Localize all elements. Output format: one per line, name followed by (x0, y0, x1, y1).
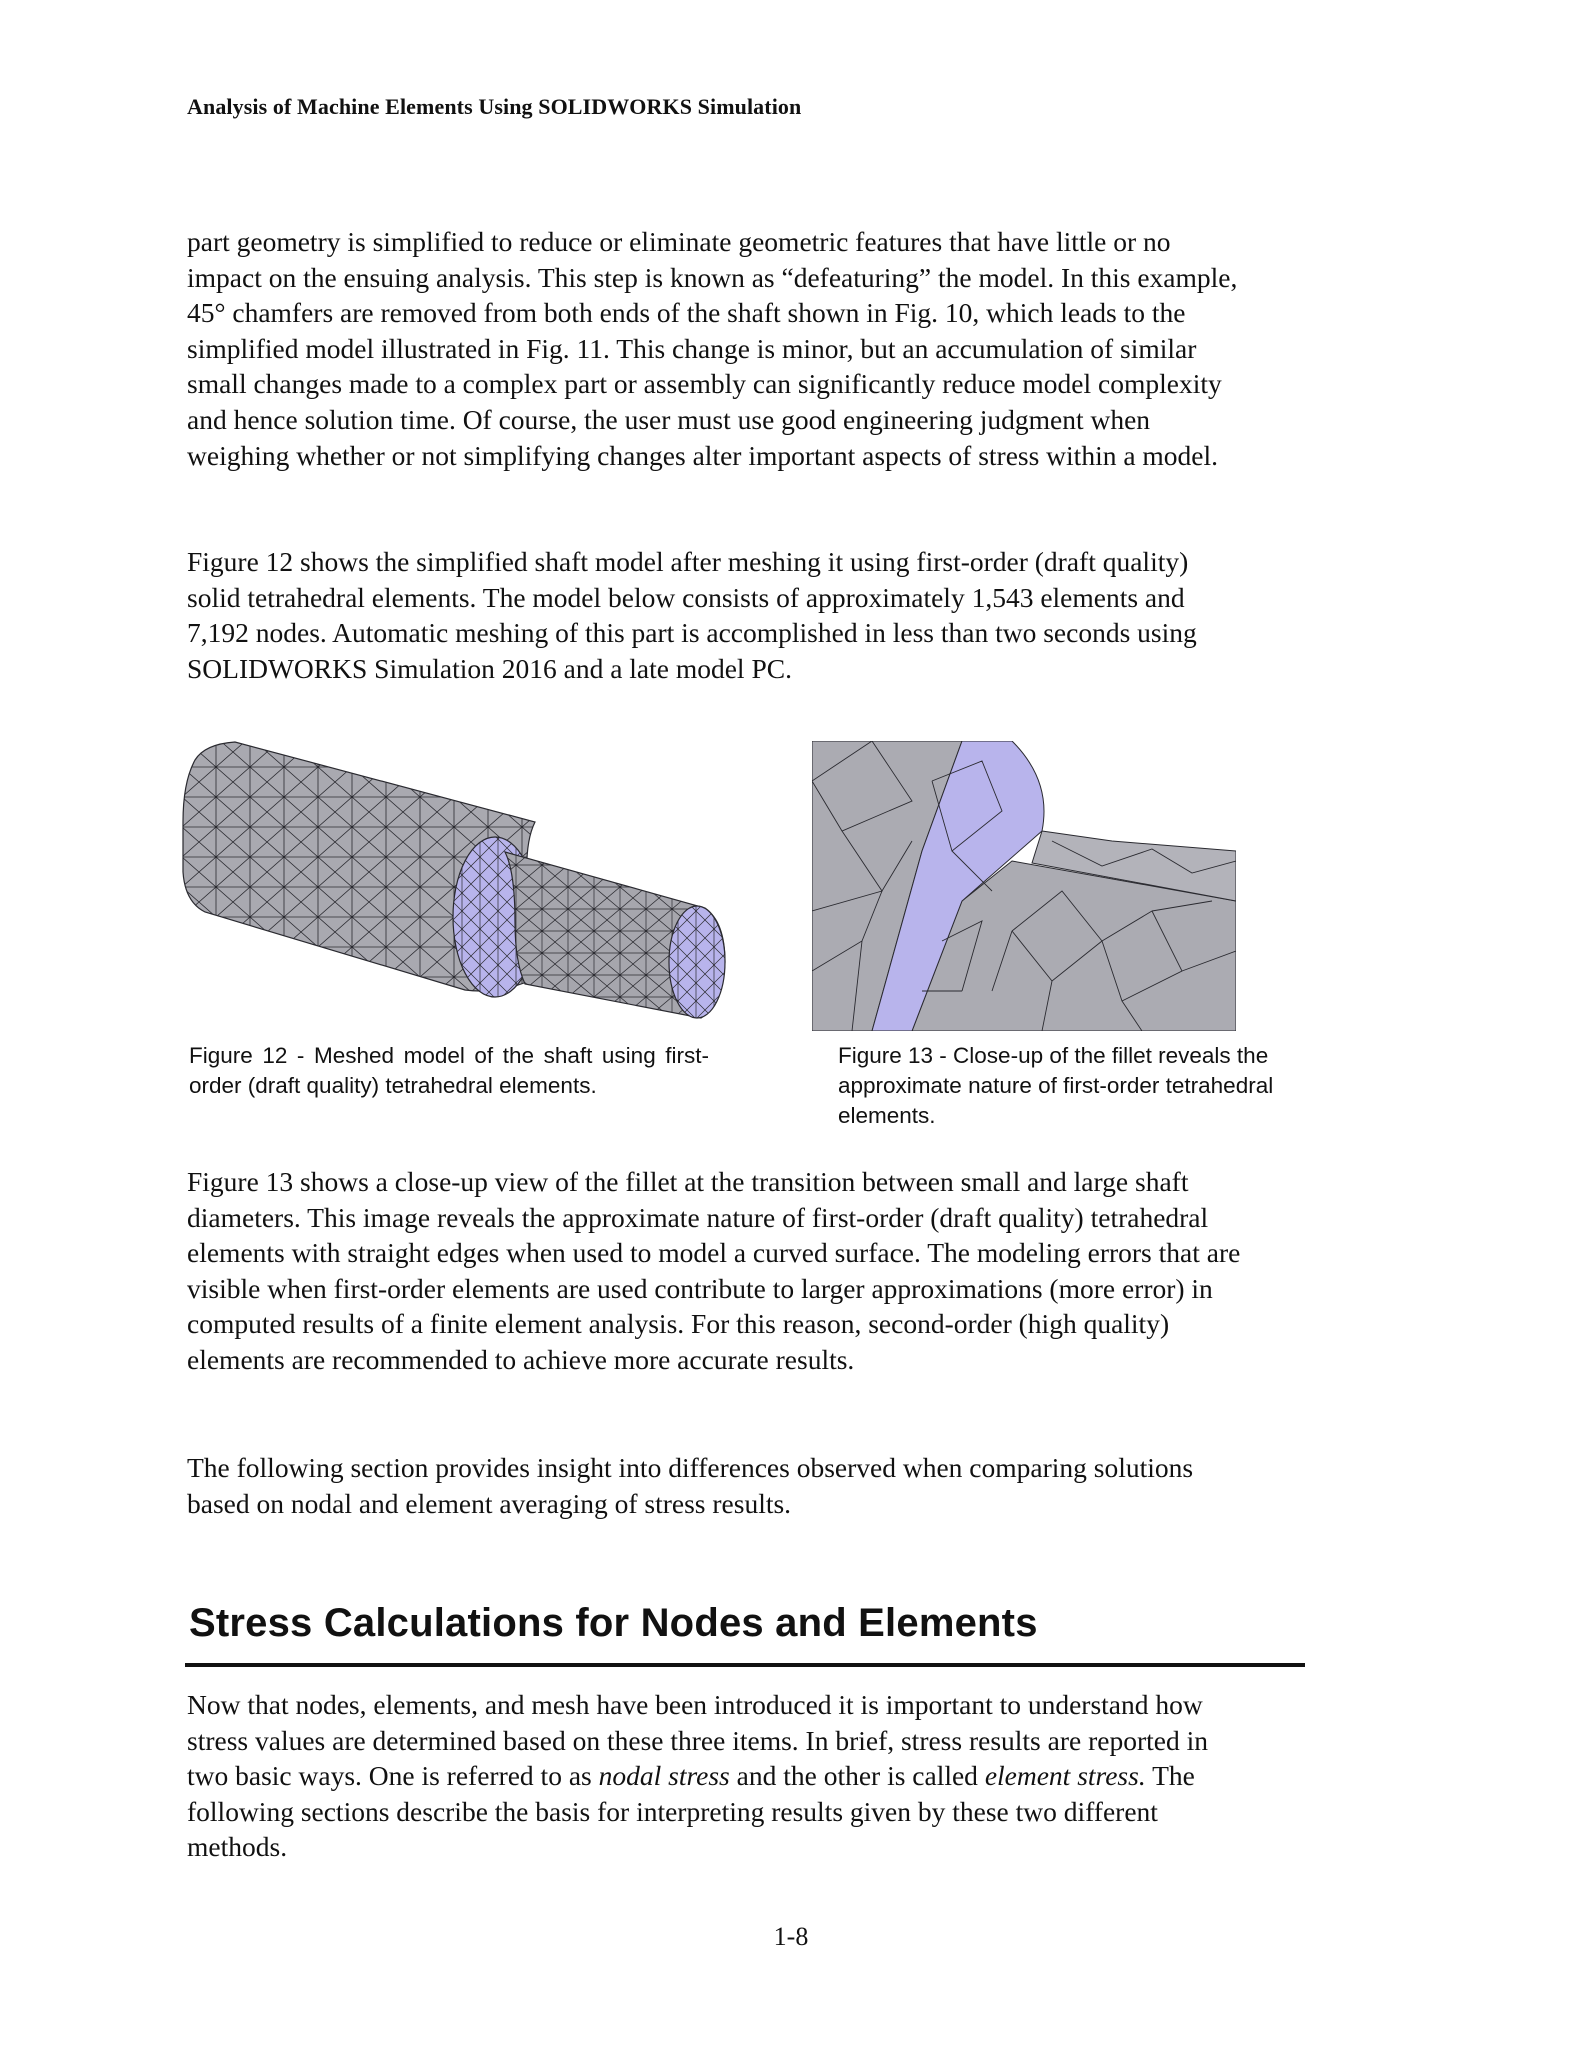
term-nodal-stress: nodal stress (598, 1760, 730, 1792)
stress-intro-text-1: Now that nodes, elements, and mesh have been introduced it is important to understand how stress values are determined based on these three items. In brief, stress results are reported in two basic ways. One is referred to as (187, 1689, 1208, 1792)
running-head: Analysis of Machine Elements Using SOLIDWORKS Simulation (187, 94, 802, 119)
figure-12-meshed-shaft (165, 722, 745, 1032)
figure-12-caption: Figure 12 - Meshed model of the shaft using first-order (draft quality) tetrahedral elements. (189, 1043, 709, 1098)
paragraph-figure-13-discussion: Figure 13 shows a close-up view of the fillet at the transition between small and large shaft diameters. This image reveals the approximate nature of first-order (draft quality) tetrahedral elements with straight edges when used to model a curved surface. The modeling errors that are visible when first-order elements are used contribute to larger approximations (more error) in computed results of a finite element analysis. For this reason, second-order (high quality) elements are recommended to achieve more accurate results. (187, 1166, 1241, 1375)
term-element-stress: element stress. (984, 1760, 1146, 1792)
stress-intro-text-2: and the other is called (729, 1760, 985, 1792)
heading-rule (185, 1663, 1305, 1667)
paragraph-defeaturing: part geometry is simplified to reduce or eliminate geometric features that have little or no impact on the ensuing analysis. This step is known as “defeaturing” the model. In this example, 45° chamfers are removed from both ends of the shaft shown in Fig. 10, which leads to the simplified model illustrated in Fig. 11. This change is minor, but an accumulation of similar small changes made to a complex part or assembly can significantly reduce model complexity and hence solution time. Of course, the user must use good engineering judgment when weighing whether or not simplifying changes alter important aspects of stress within a model. (187, 226, 1238, 471)
section-heading: Stress Calculations for Nodes and Elements (189, 1601, 1038, 1645)
paragraph-section-transition: The following section provides insight into differences observed when comparing solutions based on nodal and element averaging of stress results. (187, 1452, 1194, 1519)
paragraph-figure-12-intro: Figure 12 shows the simplified shaft model after meshing it using first-order (draft quality) solid tetrahedral elements. The model below consists of approximately 1,543 elements and 7,192 nodes. Automatic meshing of this part is accomplished in less than two seconds using SOLIDWORKS Simulation 2016 and a late model PC. (187, 546, 1197, 684)
paragraph-stress-intro (187, 1687, 1247, 1865)
figure-13-fillet-closeup (812, 741, 1236, 1031)
end-face-mesh (669, 906, 725, 1018)
figure-13-caption: Figure 13 - Close-up of the fillet reveals the approximate nature of first-order tetrahedral elements. (838, 1043, 1274, 1128)
stress-intro-text-3: The following sections describe the basis for interpreting results given by these two different methods. (187, 1760, 1195, 1863)
page-number: 1-8 (773, 1922, 809, 1951)
